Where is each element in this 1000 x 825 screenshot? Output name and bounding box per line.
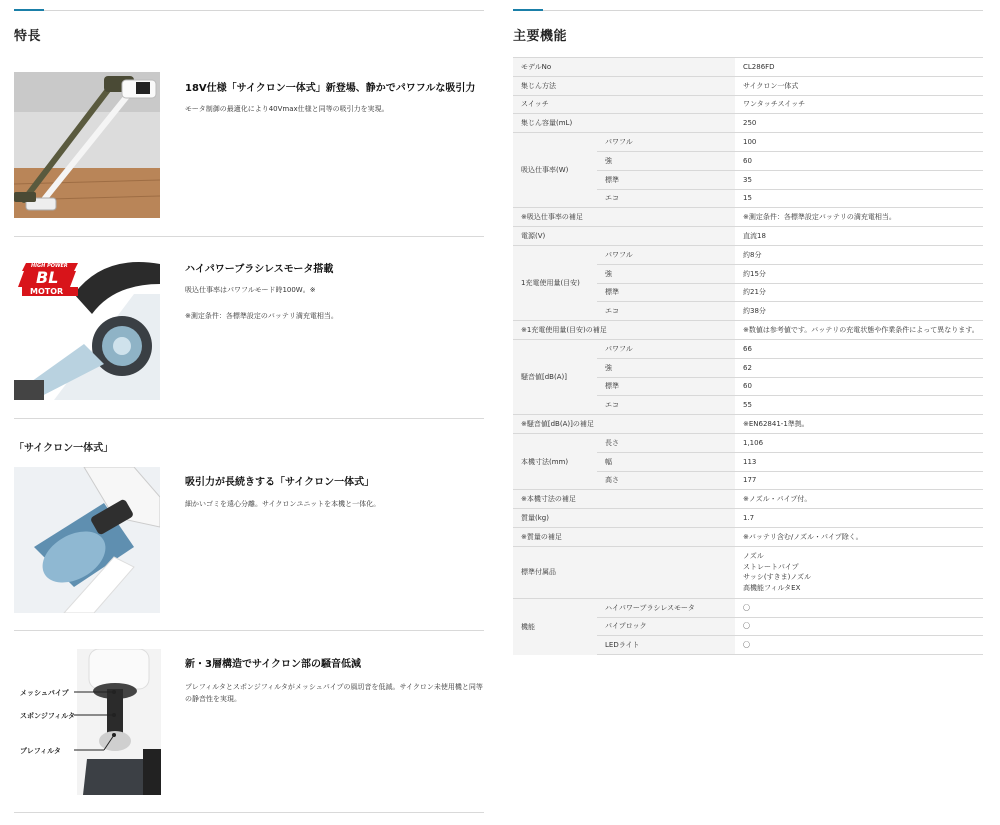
spec-row-capacity <box>513 114 983 133</box>
spec-sublabel: パイプロック <box>597 617 735 636</box>
spec-sublabel: 幅 <box>597 452 735 471</box>
spec-value: 15 <box>735 189 983 208</box>
filter-label-prefilter: プレフィルタ <box>20 747 61 755</box>
spec-label: ※質量の補足 <box>513 527 735 546</box>
spec-label: ※騒音値[dB(A)]の補足 <box>513 415 735 434</box>
spec-value: 60 <box>735 377 983 396</box>
spec-value: 約21分 <box>735 283 983 302</box>
spec-label: スイッチ <box>513 95 735 114</box>
spec-label: 質量(kg) <box>513 509 735 528</box>
feature-description: プレフィルタとスポンジフィルタがメッシュパイプの風切音を低減。サイクロン未使用機と同等の静音性を実現。 <box>185 683 483 703</box>
bl-logo-top-text: HIGH POWER <box>31 263 68 269</box>
spec-sublabel: エコ <box>597 396 735 415</box>
spec-sublabel: ハイパワーブラシレスモータ <box>597 598 735 617</box>
spec-row-weight-note <box>513 527 983 546</box>
feature-description: 細かいゴミを遠心分離。サイクロンユニットを本機と一体化。 <box>185 500 381 508</box>
spec-table <box>513 57 983 655</box>
spec-row-model <box>513 58 983 77</box>
spec-value: 直流18 <box>735 227 983 246</box>
features-heading: 特長 <box>14 29 42 44</box>
spec-value: 66 <box>735 339 983 358</box>
spec-row-runtime-note <box>513 321 983 340</box>
spec-label: 集じん容量(mL) <box>513 114 735 133</box>
feature-title: ハイパワーブラシレスモータ搭載 <box>185 264 334 275</box>
product-photo-floor <box>14 72 160 218</box>
accessory-item: ノズル <box>743 552 764 561</box>
product-photo-cyclone <box>14 467 160 613</box>
feature-title: 18V仕様「サイクロン一体式」新登場、静かでパワフルな吸引力 <box>185 83 476 94</box>
spec-label: 騒音値[dB(A)] <box>513 339 597 414</box>
spec-row-switch <box>513 95 983 114</box>
spec-value: 1,106 <box>735 433 983 452</box>
features-section <box>14 0 484 755</box>
spec-label: モデルNo <box>513 58 735 77</box>
feature-subheading: 「サイクロン一体式」 <box>14 443 114 454</box>
filter-callout-lines <box>74 687 134 757</box>
spec-sublabel: パワフル <box>597 339 735 358</box>
feature-title: 新・3層構造でサイクロン部の騒音低減 <box>185 659 362 670</box>
spec-value: 250 <box>735 114 983 133</box>
spec-sublabel: 強 <box>597 358 735 377</box>
spec-sublabel: 標準 <box>597 283 735 302</box>
feature-item-4 <box>14 631 484 813</box>
spec-row-suction-note <box>513 208 983 227</box>
spec-row-dims-note <box>513 490 983 509</box>
spec-sublabel: エコ <box>597 302 735 321</box>
spec-sublabel: 強 <box>597 151 735 170</box>
spec-row-noise-note <box>513 415 983 434</box>
bl-logo-bottom-text: MOTOR <box>30 287 64 296</box>
feature-description: 吸込仕事率はパワフルモード時100W。※ <box>185 286 316 294</box>
spec-row-weight <box>513 509 983 528</box>
spec-sublabel: 強 <box>597 264 735 283</box>
spec-value: 62 <box>735 358 983 377</box>
spec-row-accessories <box>513 546 983 598</box>
spec-label: 標準付属品 <box>513 546 735 598</box>
spec-section <box>513 0 983 650</box>
spec-value: 約15分 <box>735 264 983 283</box>
spec-label: ※吸込仕事率の補足 <box>513 208 735 227</box>
spec-value: 100 <box>735 133 983 152</box>
feature-title: 吸引力が長続きする「サイクロン一体式」 <box>185 477 375 488</box>
spec-row-suction <box>513 133 983 152</box>
spec-value: ※EN62841-1準拠。 <box>735 415 983 434</box>
spec-sublabel: パワフル <box>597 133 735 152</box>
spec-value: ※バッテリ含む/ノズル・パイプ除く。 <box>735 527 983 546</box>
filter-label-mesh: メッシュパイプ <box>20 689 69 697</box>
spec-value: 〇 <box>735 617 983 636</box>
spec-value: 60 <box>735 151 983 170</box>
spec-value: ※測定条件：各標準設定バッテリの満充電相当。 <box>735 208 983 227</box>
spec-value: ※ノズル・パイプ付。 <box>735 490 983 509</box>
spec-label: 1充電使用量(目安) <box>513 245 597 320</box>
spec-row-power <box>513 227 983 246</box>
spec-row-noise <box>513 339 983 358</box>
spec-label: 電源(V) <box>513 227 735 246</box>
spec-sublabel: LEDライト <box>597 636 735 655</box>
spec-value: サイクロン一体式 <box>735 76 983 95</box>
accessory-item: ストレートパイプ <box>743 562 799 571</box>
spec-value: 35 <box>735 170 983 189</box>
spec-label: 機能 <box>513 598 597 654</box>
accessory-list <box>735 546 983 598</box>
spec-sublabel: パワフル <box>597 245 735 264</box>
spec-sublabel: 高さ <box>597 471 735 490</box>
feature-item-2 <box>14 237 484 419</box>
section-rule <box>513 10 983 11</box>
spec-sublabel: 長さ <box>597 433 735 452</box>
spec-row-dims <box>513 433 983 452</box>
spec-value: 〇 <box>735 636 983 655</box>
spec-value: ※数値は参考値です。バッテリの充電状態や作業条件によって異なります。 <box>735 321 983 340</box>
spec-row-dust <box>513 76 983 95</box>
bl-logo-mid-text: BL <box>36 268 59 287</box>
spec-heading: 主要機能 <box>513 29 568 44</box>
feature-item-3 <box>14 419 484 631</box>
filter-label-sponge: スポンジフィルタ <box>20 712 75 720</box>
spec-sublabel: 標準 <box>597 377 735 396</box>
spec-label: ※本機寸法の補足 <box>513 490 735 509</box>
section-rule <box>14 10 484 11</box>
spec-label: 吸込仕事率(W) <box>513 133 597 208</box>
spec-sublabel: 標準 <box>597 170 735 189</box>
spec-label: 本機寸法(mm) <box>513 433 597 489</box>
spec-value: 55 <box>735 396 983 415</box>
feature-item-1 <box>14 55 484 237</box>
spec-value: 1.7 <box>735 509 983 528</box>
spec-value: 約8分 <box>735 245 983 264</box>
spec-row-runtime <box>513 245 983 264</box>
spec-value: 約38分 <box>735 302 983 321</box>
accessory-item: 高機能フィルタEX <box>743 583 801 592</box>
spec-value: 〇 <box>735 598 983 617</box>
spec-value: 177 <box>735 471 983 490</box>
spec-label: 集じん方法 <box>513 76 735 95</box>
feature-note: ※測定条件：各標準設定のバッテリ満充電相当。 <box>185 312 338 320</box>
spec-sublabel: エコ <box>597 189 735 208</box>
spec-row-functions <box>513 598 983 617</box>
feature-description: モータ制御の最適化により40Vmax仕様と同等の吸引力を実現。 <box>185 105 389 113</box>
spec-value: 113 <box>735 452 983 471</box>
spec-label: ※1充電使用量(目安)の補足 <box>513 321 735 340</box>
accessory-item: サッシ(すきま)ノズル <box>743 573 812 582</box>
spec-value: CL286FD <box>735 58 983 77</box>
bl-motor-logo <box>18 261 82 297</box>
spec-value: ワンタッチスイッチ <box>735 95 983 114</box>
